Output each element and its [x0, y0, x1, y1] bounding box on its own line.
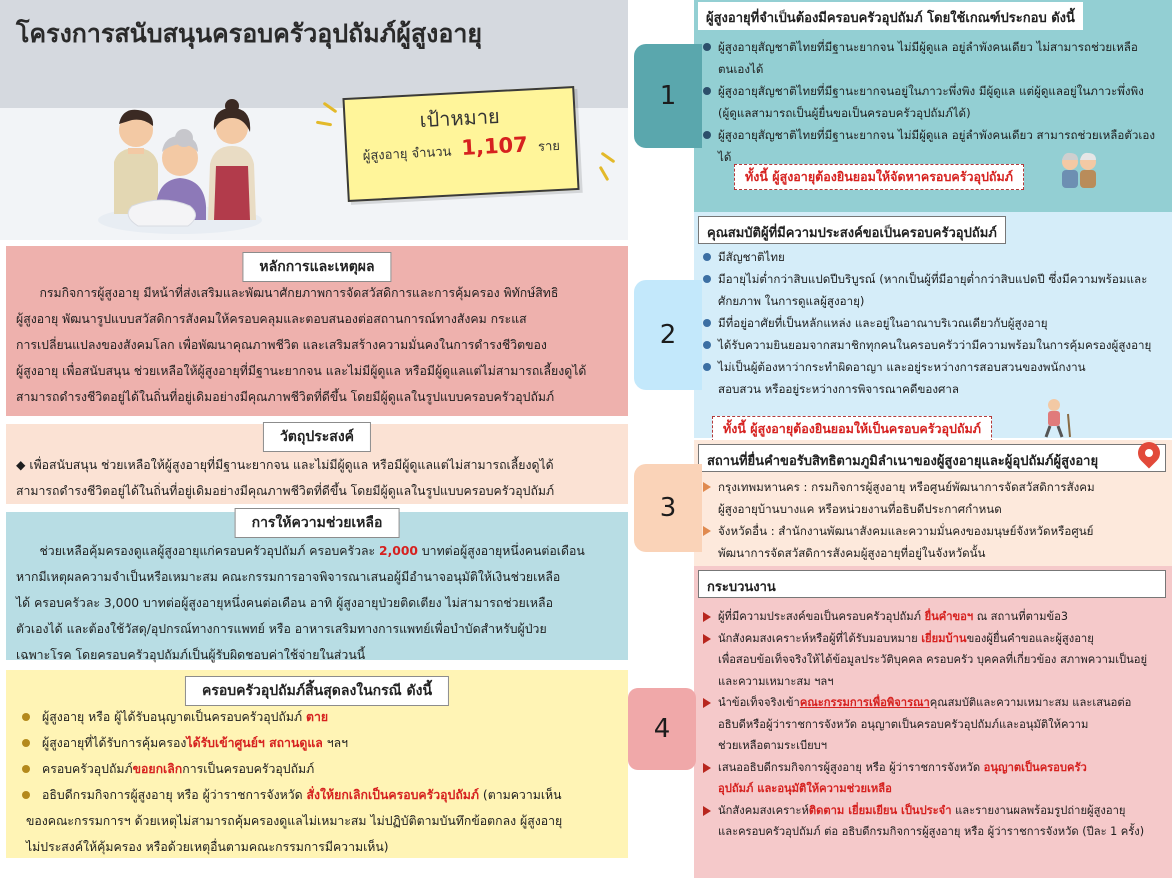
qualification-list	[700, 246, 1166, 400]
criteria-list	[700, 36, 1166, 168]
bullet-dot-icon	[703, 341, 711, 349]
bullet-dot-icon	[22, 739, 30, 747]
termination-continuation: ไม่ประสงค์ให้คุ้มครอง หรือด้วยเหตุอื่นตามคณะกรรมการมีความเห็น)	[26, 840, 389, 854]
list-item: ผู้สูงอายุบ้านบางแค หรือหน่วยงานที่อธิบดีประกาศกำหนด	[718, 502, 1002, 516]
termination-panel	[6, 670, 628, 858]
location-panel	[694, 440, 1172, 566]
section-number-badge: 2	[634, 280, 702, 390]
objective-heading: วัตถุประสงค์	[263, 422, 371, 452]
list-item: (ผู้ดูแลสามารถเป็นผู้ยื่นขอเป็นครอบครัวอุปถัมภ์ได้)	[718, 106, 971, 120]
target-prefix: ผู้สูงอายุ จำนวน	[362, 144, 452, 165]
list-item: จังหวัดอื่น : สำนักงานพัฒนาสังคมและความมั่นคงของมนุษย์จังหวัดหรือศูนย์	[700, 520, 1166, 542]
caregiver-woman-figure	[208, 99, 256, 220]
list-item: ไม่เป็นผู้ต้องหาว่ากระทำผิดอาญา และอยู่ระหว่างการสอบสวนของพนักงาน	[700, 356, 1166, 378]
triangle-bullet-icon	[703, 482, 711, 492]
criteria-panel	[694, 0, 1172, 216]
section-number-badge: 3	[634, 464, 702, 552]
qualification-note: ทั้งนี้ ผู้สูงอายุต้องยินยอมให้เป็นครอบครัวอุปถัมภ์	[712, 416, 992, 442]
list-item: ผู้สูงอายุสัญชาติไทยที่มีฐานะยากจน ไม่มีผู้ดูแล อยู่ลำพังคนเดียว สามารถช่วยเหลือตัวเองได้	[700, 124, 1166, 168]
assistance-body	[16, 538, 618, 668]
bullet-dot-icon	[22, 713, 30, 721]
list-item: อธิบดีกรมกิจการผู้สูงอายุ หรือ ผู้ว่าราชการจังหวัด สั่งให้ยกเลิกเป็นครอบครัวอุปถัมภ์ (ตามความเห็น	[16, 782, 618, 808]
list-item: ได้รับความยินยอมจากสมาชิกทุกคนในครอบครัวว่ามีความพร้อมในการคุ้มครองผู้สูงอายุ	[700, 334, 1166, 356]
termination-body	[16, 704, 618, 860]
triangle-bullet-icon	[703, 526, 711, 536]
triangle-bullet-icon	[703, 612, 711, 622]
bullet-dot-icon	[22, 765, 30, 773]
caregiver-man-figure	[114, 110, 158, 214]
list-item: ช่วยเหลือตามระเบียบฯ	[718, 739, 828, 752]
bullet-dot-icon	[703, 43, 711, 51]
list-item: พัฒนาการจัดสวัสดิการสังคมผู้สูงอายุที่อยู่ในจังหวัดนั้น	[718, 546, 986, 560]
rationale-heading: หลักการและเหตุผล	[242, 252, 391, 282]
termination-continuation: ของคณะกรรมการฯ ด้วยเหตุไม่สามารถคุ้มครองดูแลไม่เหมาะสม ไม่ปฏิบัติตามบันทึกข้อตกลง ผู้สูงอายุ	[26, 814, 563, 828]
list-item: สอบสวน หรืออยู่ระหว่างการพิจารณาคดีของศาล	[718, 382, 959, 396]
qualification-heading: คุณสมบัติผู้ที่มีความประสงค์ขอเป็นครอบครัวอุปถัมภ์	[698, 216, 1006, 244]
rationale-line: สามารถดำรงชีวิตอยู่ได้ในถิ่นที่อยู่เดิมอย่างมีคุณภาพชีวิตที่ดีขึ้น โดยมีผู้ดูแลในรูปแบบครอบครัวอุปถัมภ์	[16, 390, 555, 404]
assistance-panel	[6, 512, 628, 660]
elderly-walking-icon	[1034, 398, 1080, 438]
list-item: ผู้สูงอายุสัญชาติไทยที่มีฐานะยากจนอยู่ในภาวะพึ่งพิง มีผู้ดูแล แต่ผู้ดูแลอยู่ในภาวะพึ่งพิง	[700, 80, 1166, 102]
bullet-dot-icon	[703, 275, 711, 283]
bullet-dot-icon	[703, 319, 711, 327]
list-item: กรุงเทพมหานคร : กรมกิจการผู้สูงอายุ หรือศูนย์พัฒนาการจัดสวัสดิการสังคม	[700, 476, 1166, 498]
assistance-line: เฉพาะโรค โดยครอบครัวอุปถัมภ์เป็นผู้รับผิดชอบค่าใช้จ่ายในส่วนนี้	[16, 648, 366, 662]
assistance-text: ช่วยเหลือคุ้มครองดูแลผู้สูงอายุแก่ครอบครัวอุปถัมภ์ ครอบครัวละ	[16, 544, 380, 558]
assistance-amount: 2,000	[379, 544, 418, 558]
list-item: ศักยภาพ ในการดูแลผู้สูงอายุ)	[718, 294, 865, 308]
list-item: นักสังคมสงเคราะห์ติดตาม เยี่ยมเยียน เป็นประจำ และรายงานผลพร้อมรูปถ่ายผู้สูงอายุ	[700, 800, 1166, 822]
list-item: นำข้อเท็จจริงเข้าคณะกรรมการเพื่อพิจารณาคุณสมบัติและความเหมาะสม และเสนอต่อ	[700, 692, 1166, 714]
target-label: เป้าหมาย	[419, 103, 501, 133]
objective-panel	[6, 424, 628, 504]
objective-body	[16, 452, 618, 504]
process-heading: กระบวนงาน	[698, 570, 1166, 598]
bullet-dot-icon	[22, 791, 30, 799]
rationale-line: กรมกิจการผู้สูงอายุ มีหน้าที่ส่งเสริมและพัฒนาศักยภาพการจัดสวัสดิการและการคุ้มครอง พิทักษ์สิทธิ	[16, 286, 559, 300]
target-suffix: ราย	[537, 138, 561, 155]
list-item: เพื่อสอบข้อเท็จจริงให้ได้ข้อมูลประวัติบุคคล ครอบครัว บุคคลที่เกี่ยวข้อง สภาพความเป็นอยู่	[718, 653, 1148, 666]
list-item: ผู้สูงอายุ หรือ ผู้ได้รับอนุญาตเป็นครอบครัวอุปถัมภ์ ตาย	[16, 704, 618, 730]
objective-line: สามารถดำรงชีวิตอยู่ได้ในถิ่นที่อยู่เดิมอย่างมีคุณภาพชีวิตที่ดีขึ้น โดยมีผู้ดูแลในรูปแบบครอบครัวอุปถัมภ์	[16, 484, 555, 498]
target-box	[342, 86, 579, 202]
list-item: เสนออธิบดีกรมกิจการผู้สูงอายุ หรือ ผู้ว่าราชการจังหวัด อนุญาตเป็นครอบครัว	[700, 757, 1166, 779]
section-number-badge: 1	[634, 44, 702, 148]
termination-heading: ครอบครัวอุปถัมภ์สิ้นสุดลงในกรณี ดังนี้	[185, 676, 449, 706]
caregiver-illustration	[92, 94, 282, 240]
bullet-dot-icon	[703, 253, 711, 261]
triangle-bullet-icon	[703, 763, 711, 773]
assistance-text: บาทต่อผู้สูงอายุหนึ่งคนต่อเดือน	[417, 544, 585, 558]
assistance-line: หากมีเหตุผลความจำเป็นหรือเหมาะสม คณะกรรมการอาจพิจารณาเสนอผู้มีอำนาจอนุมัติให้เงินช่วยเหลือ	[16, 570, 561, 584]
assistance-line	[16, 538, 618, 564]
bullet-dot-icon	[703, 131, 711, 139]
rationale-body	[16, 280, 618, 410]
termination-list	[16, 704, 618, 808]
list-item: ผู้ที่มีความประสงค์ขอเป็นครอบครัวอุปถัมภ์ ยื่นคำขอฯ ณ สถานที่ตามข้อ3	[700, 606, 1166, 628]
triangle-bullet-icon	[703, 698, 711, 708]
location-heading: สถานที่ยื่นคำขอรับสิทธิตามภูมิลำเนาของผู้สูงอายุและผู้อุปถัมภ์ผู้สูงอายุ	[698, 444, 1166, 472]
list-item: ตนเองได้	[718, 62, 764, 76]
list-item: อธิบดีหรือผู้ว่าราชการจังหวัด อนุญาตเป็นครอบครัวอุปถัมภ์และอนุมัติให้ความ	[718, 717, 1089, 731]
location-list	[700, 476, 1166, 564]
criteria-heading: ผู้สูงอายุที่จำเป็นต้องมีครอบครัวอุปถัมภ์ โดยใช้เกณฑ์ประกอบ ดังนี้	[698, 2, 1083, 30]
process-list	[700, 606, 1166, 843]
list-item: ผู้สูงอายุสัญชาติไทยที่มีฐานะยากจน ไม่มีผู้ดูแล อยู่ลำพังคนเดียว ไม่สามารถช่วยเหลือ	[700, 36, 1166, 58]
assistance-line: ตัวเองได้ และต้องใช้วัสดุ/อุปกรณ์ทางการแพทย์ หรือ อาหารเสริมทางการแพทย์เพื่อบำบัดสำหรับผู้ป่วย	[16, 622, 547, 636]
list-item: อุปถัมภ์ และอนุมัติให้ความช่วยเหลือ	[718, 782, 892, 795]
qualification-panel	[694, 212, 1172, 438]
bullet-dot-icon	[703, 363, 711, 371]
process-panel	[694, 566, 1172, 878]
target-number: 1,107	[460, 132, 529, 160]
list-item: และความเหมาะสม ฯลฯ	[718, 674, 834, 688]
list-item: นักสังคมสงเคราะห์หรือผู้ที่ได้รับมอบหมาย เยี่ยมบ้านของผู้ยื่นคำขอและผู้สูงอายุ	[700, 628, 1166, 650]
list-item: มีสัญชาติไทย	[700, 246, 1166, 268]
assistance-heading: การให้ความช่วยเหลือ	[235, 508, 400, 538]
rationale-line: ผู้สูงอายุ พัฒนารูปแบบสวัสดิการสังคมให้ครอบคลุมและตอบสนองต่อสถานการณ์ทางสังคม กระแส	[16, 312, 527, 326]
assistance-line: ได้ ครอบครัวละ 3,000 บาทต่อผู้สูงอายุหนึ่งคนต่อเดือน อาทิ ผู้สูงอายุป่วยติดเตียง ไม่สามารถช่วยเหลือ	[16, 596, 553, 610]
triangle-bullet-icon	[703, 806, 711, 816]
section-number-badge: 4	[628, 688, 696, 770]
page-title: โครงการสนับสนุนครอบครัวอุปถัมภ์ผู้สูงอายุ	[16, 19, 483, 48]
triangle-bullet-icon	[703, 634, 711, 644]
list-item: ครอบครัวอุปถัมภ์ขอยกเลิกการเป็นครอบครัวอุปถัมภ์	[16, 756, 618, 782]
list-item: มีอายุไม่ต่ำกว่าสิบแปดปีบริบูรณ์ (หากเป็นผู้ที่มีอายุต่ำกว่าสิบแปดปี ซึ่งมีความพร้อมและ	[700, 268, 1166, 290]
objective-line: ◆ เพื่อสนับสนุน ช่วยเหลือให้ผู้สูงอายุที่มีฐานะยากจน และไม่มีผู้ดูแล หรือมีผู้ดูแลแต่ไม่สามารถเลี้ยงดูได้	[16, 458, 554, 472]
rationale-line: การเปลี่ยนแปลงของสังคมโลก เพื่อพัฒนาคุณภาพชีวิต และเสริมสร้างความมั่นคงในการดำรงชีวิตของ	[16, 338, 547, 352]
list-item: และครอบครัวอุปถัมภ์ ต่อ อธิบดีกรมกิจการผู้สูงอายุ หรือ ผู้ว่าราชการจังหวัด (ปีละ 1 ครั้ง)	[718, 825, 1145, 838]
rationale-line: ผู้สูงอายุ เพื่อสนับสนุน ช่วยเหลือให้ผู้สูงอายุที่มีฐานะยากจน และไม่มีผู้ดูแล หรือมีผู้ดูแลแต่ไม่สามารถเลี้ยงดูได้	[16, 364, 587, 378]
elderly-couple-icon	[1056, 150, 1102, 190]
criteria-note: ทั้งนี้ ผู้สูงอายุต้องยินยอมให้จัดหาครอบครัวอุปถัมภ์	[734, 164, 1024, 190]
list-item: ผู้สูงอายุที่ได้รับการคุ้มครองได้รับเข้าศูนย์ฯ สถานดูแล ฯลฯ	[16, 730, 618, 756]
list-item: มีที่อยู่อาศัยที่เป็นหลักแหล่ง และอยู่ในอาณาบริเวณเดียวกับผู้สูงอายุ	[700, 312, 1166, 334]
rationale-panel	[6, 246, 628, 416]
bullet-dot-icon	[703, 87, 711, 95]
